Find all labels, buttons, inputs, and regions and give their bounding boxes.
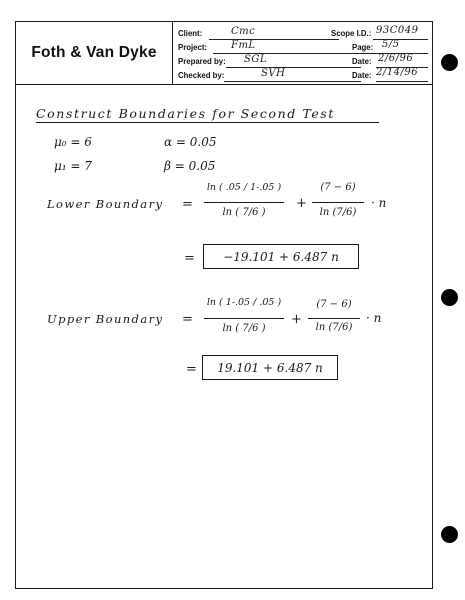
lower-plus: + <box>296 196 307 211</box>
lower-equals: = <box>182 197 193 212</box>
worksheet-heading: Construct Boundaries for Second Test <box>36 106 336 121</box>
upper-term2-numerator: (7 − 6) <box>316 299 352 310</box>
punch-hole-top <box>441 54 458 71</box>
upper-boundary-result: 19.101 + 6.487 n <box>202 355 338 380</box>
project-label: Project: <box>178 43 208 52</box>
punch-hole-middle <box>441 289 458 306</box>
lower-term1-numerator: ln ( .05 / 1-.05 ) <box>206 182 282 193</box>
page-label: Page: <box>352 43 374 52</box>
upper-term1-numerator: ln ( 1-.05 / .05 ) <box>206 297 282 308</box>
lower-result-equals: = <box>184 251 195 266</box>
lower-term1-fraction-bar <box>204 202 284 203</box>
checked-by-line <box>224 81 361 82</box>
lower-term2-fraction-bar <box>312 202 364 203</box>
lower-boundary-result: −19.101 + 6.487 n <box>203 244 359 269</box>
prepared-by-label: Prepared by: <box>178 57 226 66</box>
beta-value: β = 0.05 <box>164 159 216 173</box>
checked-by-label: Checked by: <box>178 71 225 80</box>
alpha-value: α = 0.05 <box>164 135 217 149</box>
upper-equals: = <box>182 312 193 327</box>
upper-term1-denominator: ln ( 7/6 ) <box>222 323 266 334</box>
lower-term2-numerator: (7 − 6) <box>320 182 356 193</box>
upper-term2-fraction-bar <box>308 318 360 319</box>
mu0-value: μ₀ = 6 <box>54 135 92 149</box>
prepared-by-line <box>226 67 361 68</box>
scope-id-label: Scope I.D.: <box>331 29 372 38</box>
upper-result-equals: = <box>186 362 197 377</box>
prepared-by-value: SGL <box>244 54 267 65</box>
client-label: Client: <box>178 29 203 38</box>
upper-plus: + <box>291 312 302 327</box>
client-line <box>209 39 339 40</box>
upper-n-suffix: · n <box>366 311 382 325</box>
company-name: Foth & Van Dyke <box>16 22 173 84</box>
lower-term2-denominator: ln (7/6) <box>319 207 357 218</box>
punch-hole-bottom <box>441 526 458 543</box>
checked-date-value: 2/14/96 <box>376 67 419 78</box>
lower-n-suffix: · n <box>371 196 387 210</box>
lower-boundary-label: Lower Boundary <box>47 197 164 211</box>
upper-term1-fraction-bar <box>204 318 284 319</box>
upper-term2-denominator: ln (7/6) <box>315 322 353 333</box>
calculation-sheet <box>15 21 433 589</box>
date-value: 2/6/96 <box>378 53 414 64</box>
upper-boundary-label: Upper Boundary <box>47 312 164 326</box>
lower-term1-denominator: ln ( 7/6 ) <box>222 207 266 218</box>
checked-by-value: SVH <box>261 68 286 79</box>
page-value: 5/5 <box>382 39 400 50</box>
checked-date-line <box>376 81 428 82</box>
sheet-header <box>16 22 432 85</box>
heading-underline <box>36 122 379 123</box>
project-value: FmL <box>231 40 256 51</box>
client-value: Cmc <box>231 26 256 37</box>
scope-id-value: 93C049 <box>376 25 419 36</box>
date-label: Date: <box>352 57 372 66</box>
checked-date-label: Date: <box>352 71 372 80</box>
project-line <box>213 53 381 54</box>
mu1-value: μ₁ = 7 <box>54 159 92 173</box>
